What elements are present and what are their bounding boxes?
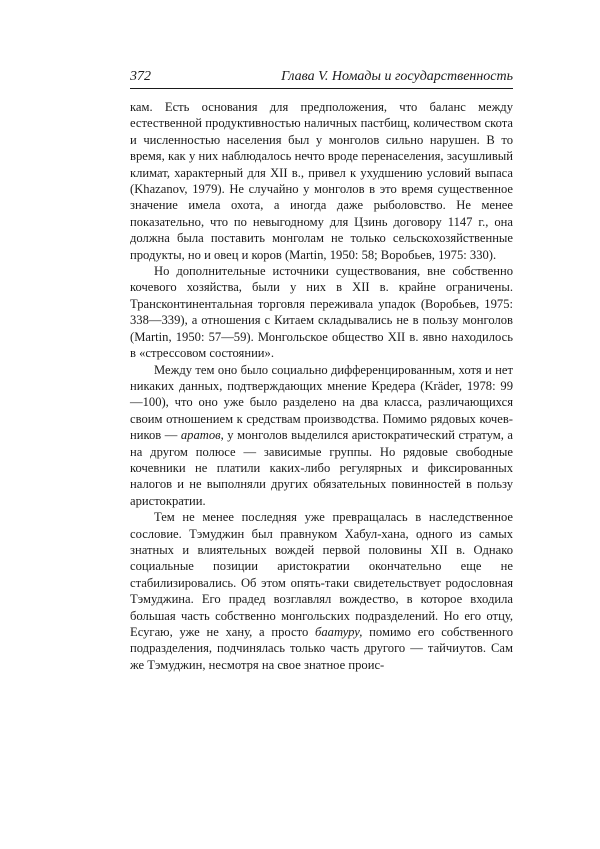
text-run: кам. Есть основания для предположения, что баланс между естественной продуктивностью наличных пастбищ, количеством скота и численностью населения был у монголов сильно нарушен. В то время, как у них наблюдалось нечто вроде перенаселения, засушливый климат, характерный для XII в., привел к ухудшению условий выпаса (Khazanov, 1979). Не случайно у монголов в это время существенное значение имела охота, а иногда даже рыболовство. Не менее показательно, что по невыгодному для Цзинь договору 1147 г., она должна была поставить монголам не только сельскохозяйственные продукты, но и овец и коров (Martin, 1950: 58; Воробьев, 1975: 330). <box>130 100 513 262</box>
text-run: Но дополнительные источники существования, вне собственно кочевого хозяйства, были у них в XII в. крайне ограничены. Трансконтинентальная торговля переживала упадок (Воробьев, 1975: 338—339), а отношения с Китаем складывались не в пользу монголов (Martin, 1950: 57—59). Монгольское общество XII в. явно находилось в «стрессовом состоянии». <box>130 264 513 361</box>
text-run: помимо его собственного подразделения, подчинялась только часть другого — тайчиутов. Сам же Тэмуджин, несмотря на свое знатное проис- <box>130 625 513 672</box>
body-text <box>130 99 513 673</box>
text-run: Тем не менее последняя уже превращалась в наследственное сословие. Тэмуджин был правнуком Хабул-хана, одного из самых знатных и влиятельных вождей первой половины XII в. Однако социальные позиции аристократии окончательно еще не стабилизировались. Об этом опять-таки свидетельствует родословная Тэмуджина. Его прадед возглавлял вождество, в которое входила большая часть собственно монгольских подразделений. Но его отцу, Есугаю, уже не хану, а просто <box>130 510 513 639</box>
paragraph <box>130 362 513 510</box>
paragraph <box>130 509 513 673</box>
text-run: Между тем оно было социально дифференцированным, хотя и нет никаких данных, подтверждающих мнение Кредера (Kräder, 1978: 99—100), что оно уже было разделено на два класса, различающихся своим отношением к средствам производства. Помимо рядовых кочевников — <box>130 362 513 443</box>
running-title: Глава V. Номады и государственность <box>281 69 513 84</box>
page-number: 372 <box>130 69 151 84</box>
text-run: у монголов выделился аристократический стратум, а на другом полюсе — зависимые группы. Но рядовые свободные кочевники не платили каких-либо регулярных и фиксированных налогов и не выполняли других обязательных повинностей в пользу аристократии. <box>130 428 514 508</box>
italic-term: аратов, <box>180 428 224 443</box>
header-rule <box>130 88 513 89</box>
paragraph <box>130 99 513 263</box>
running-header <box>130 68 513 86</box>
italic-term: баатуру, <box>315 625 363 639</box>
paragraph <box>130 263 513 361</box>
